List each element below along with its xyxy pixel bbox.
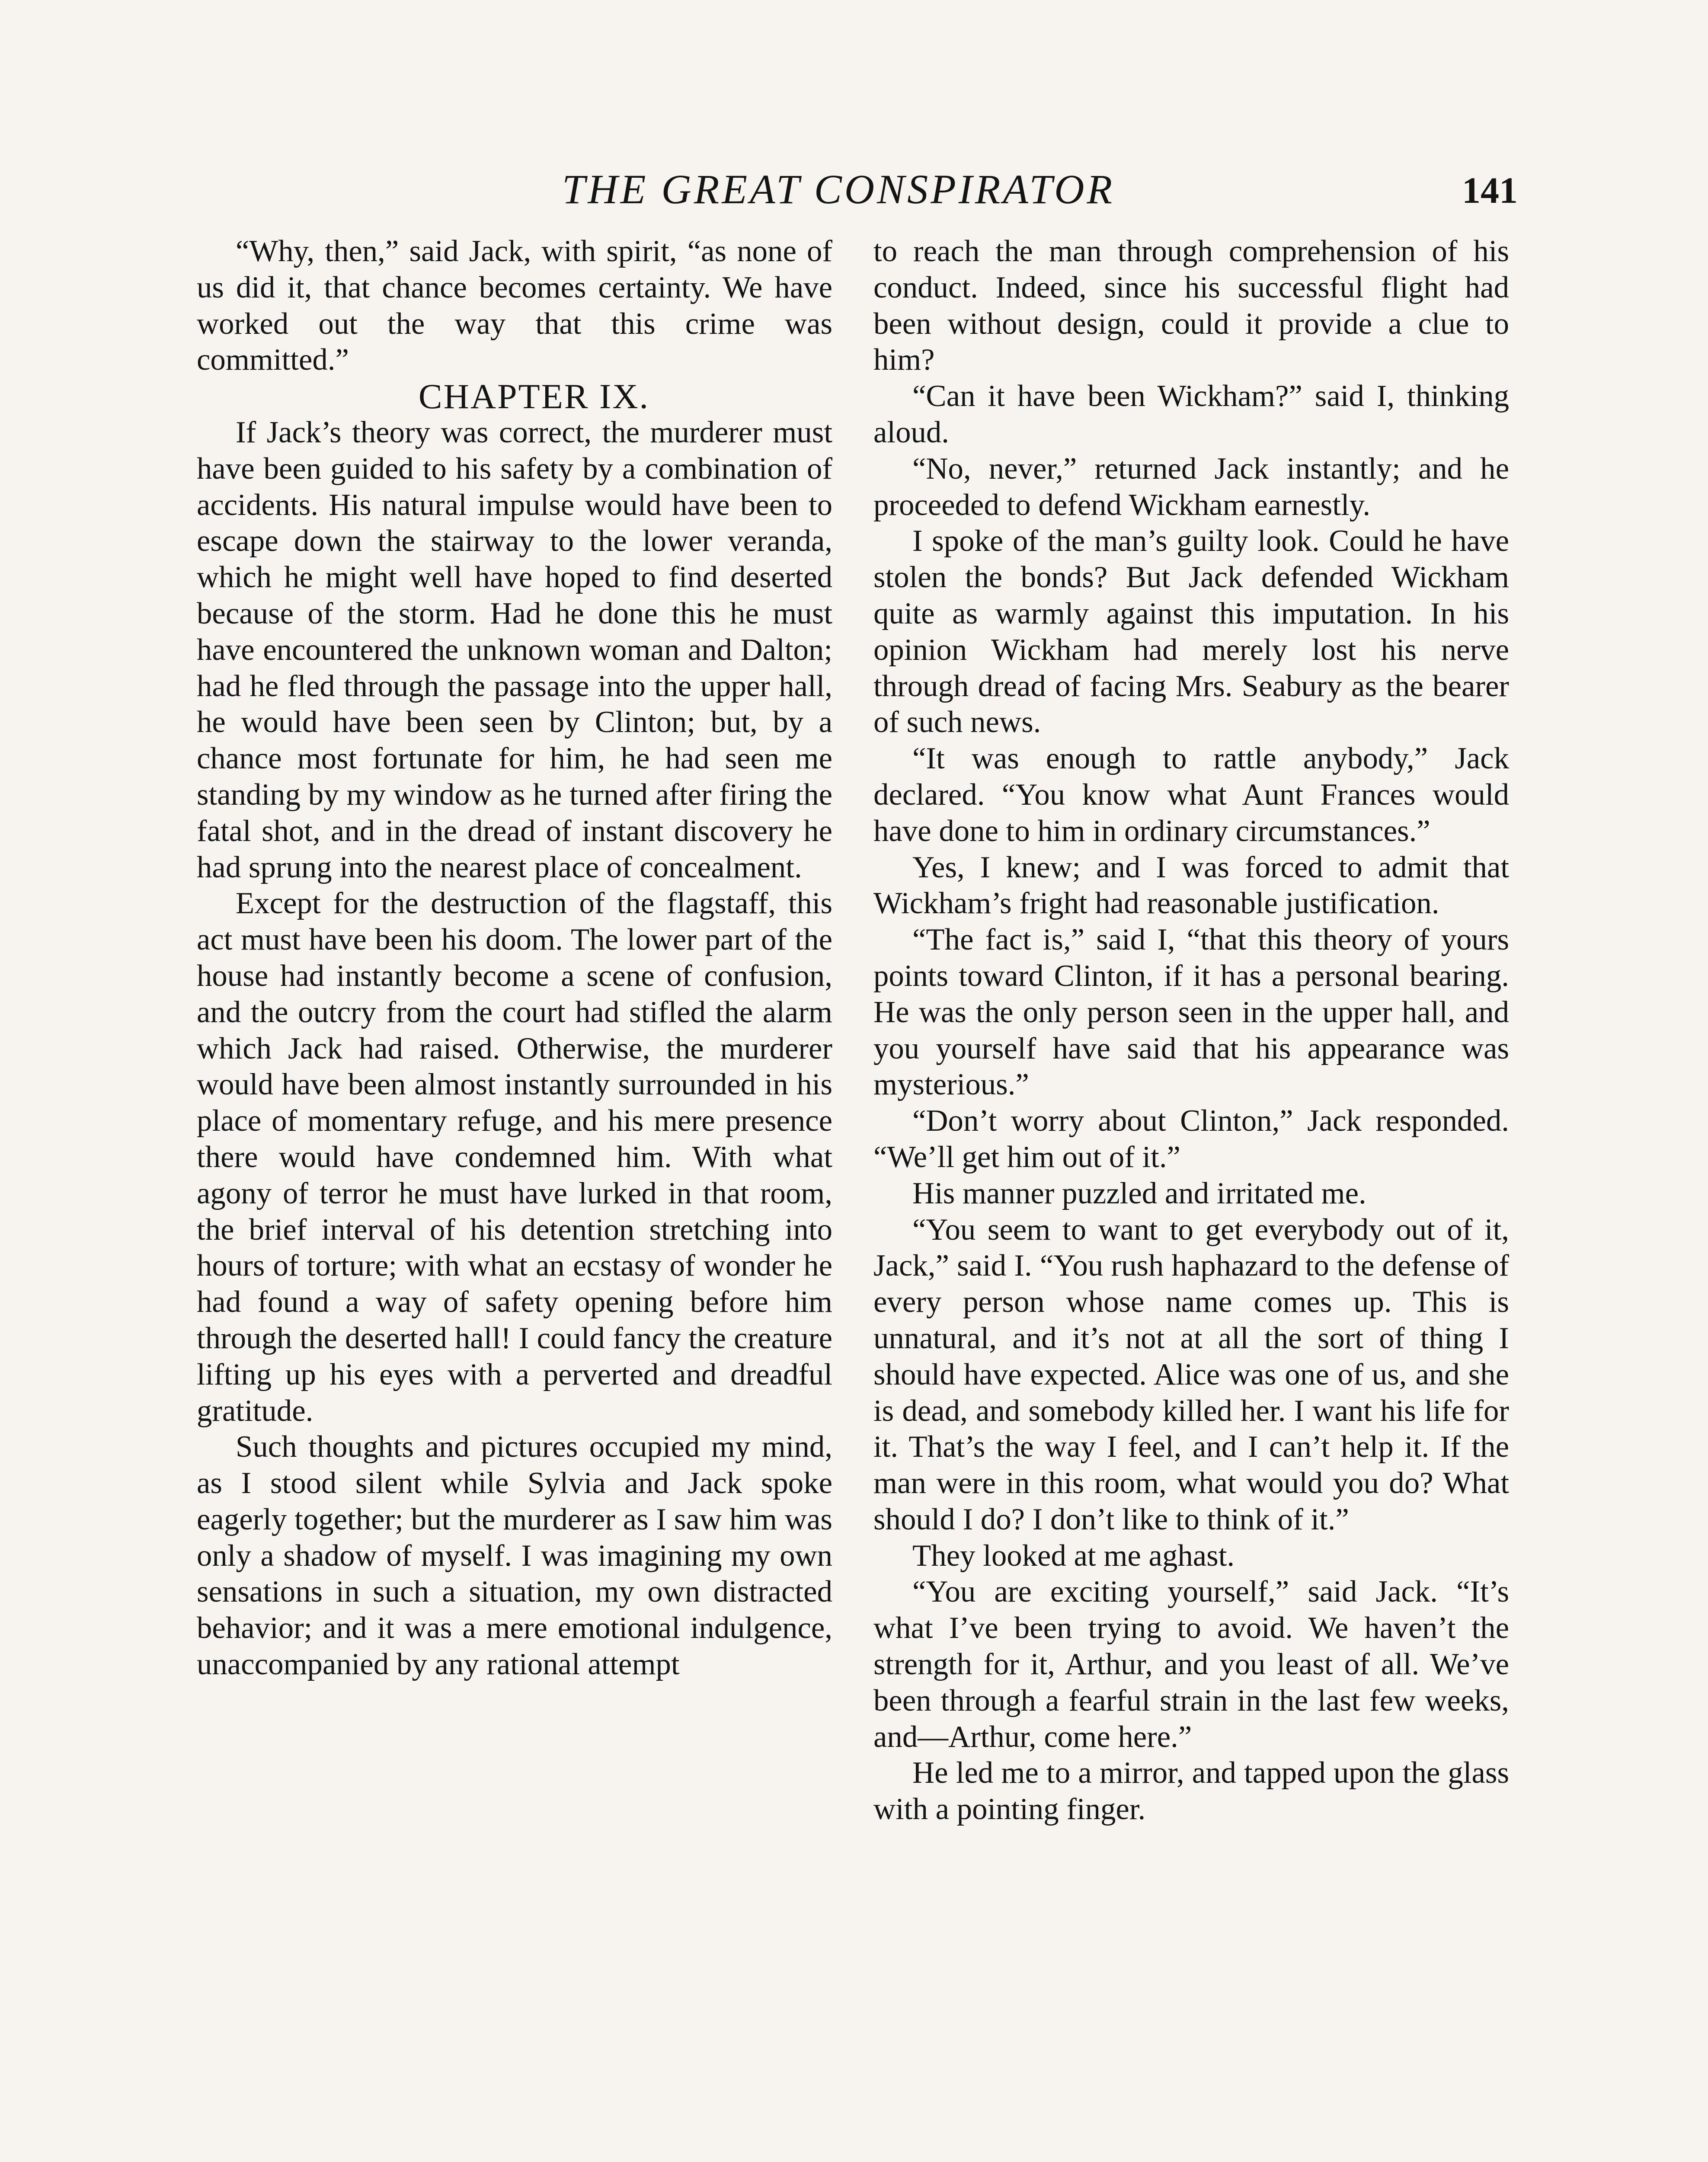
paragraph: Such thoughts and pictures occupied my mind, as I stood silent while Sylvia and Jack spoke eagerly together; but the murderer as I saw him was only a shadow of myself. I was imagining my own sensations in such a situation, my own distracted behavior; and it was a mere emotional indulgence, unaccompanied by any rational attempt (197, 1430, 832, 1682)
paragraph: “No, never,” returned Jack instantly; and he proceeded to defend Wickham earnestly. (873, 451, 1509, 522)
paragraph: “The fact is,” said I, “that this theory of yours points toward Clinton, if it has a personal bearing. He was the only person seen in the upper hall, and you yourself have said that his appearance was mysterious.” (873, 923, 1509, 1102)
paragraph: “It was enough to rattle anybody,” Jack declared. “You know what Aunt Frances would have done to him in ordinary circumstances.” (873, 742, 1509, 848)
paragraph: His manner puzzled and irritated me. (912, 1176, 1366, 1210)
page-number: 141 (1462, 170, 1518, 211)
left-column (197, 233, 832, 1683)
paragraph: He led me to a mirror, and tapped upon the glass with a pointing finger. (873, 1756, 1509, 1826)
paragraph: “You seem to want to get everybody out of it, Jack,” said I. “You rush haphazard to the defense of every person whose name comes up. This is unnatural, and it’s not at all the sort of thing I should have expected. Alice was one of us, and she is dead, and somebody killed her. I want his life for it. That’s the way I feel, and I can’t help it. If the man were in this room, what would you do? What should I do? I don’t like to think of it.” (873, 1212, 1509, 1536)
paragraph: Yes, I knew; and I was forced to admit that Wickham’s fright had reasonable justification. (873, 850, 1509, 921)
paragraph: to reach the man through comprehension of his conduct. Indeed, since his successful flight had been without design, could it provide a clue to him? (873, 234, 1509, 377)
paragraph: I spoke of the man’s guilty look. Could he have stolen the bonds? But Jack defended Wickham quite as warmly against this imputation. In his opinion Wickham had merely lost his nerve through dread of facing Mrs. Seabury as the bearer of such news. (873, 524, 1509, 739)
right-column (873, 233, 1509, 1828)
paragraph: “Don’t worry about Clinton,” Jack responded. “We’ll get him out of it.” (873, 1104, 1509, 1174)
paragraph: Except for the destruction of the flagstaff, this act must have been his doom. The lower part of the house had instantly become a scene of confusion, and the outcry from the court had stifled the alarm which Jack had raised. Otherwise, the murderer would have been almost instantly surrounded in his place of momentary refuge, and his mere presence there would have condemned him. With what agony of terror he must have lurked in that room, the brief interval of his detention stretching into hours of torture; with what an ecstasy of wonder he had found a way of safety opening before him through the deserted hall! I could fancy the creature lifting up his eyes with a perverted and dreadful gratitude. (197, 886, 832, 1428)
paragraph: “You are exciting yourself,” said Jack. “It’s what I’ve been trying to avoid. We haven’t the strength for it, Arthur, and you least of all. We’ve been through a fearful strain in the last few weeks, and—Arthur, come here.” (873, 1575, 1509, 1754)
paragraph: They looked at me aghast. (912, 1538, 1235, 1573)
paragraph: If Jack’s theory was correct, the murderer must have been guided to his safety by a combination of accidents. His natural impulse would have been to escape down the stairway to the lower veranda, which he might well have hoped to find deserted because of the storm. Had he done this he must have encountered the unknown woman and Dalton; had he fled through the passage into the upper hall, he would have been seen by Clinton; but, by a chance most fortunate for him, he had seen me standing by my window as he turned after firing the fatal shot, and in the dread of instant discovery he had sprung into the nearest place of concealment. (197, 415, 832, 884)
running-title: THE GREAT CONSPIRATOR (562, 166, 1115, 212)
paragraph: “Why, then,” said Jack, with spirit, “as none of us did it, that chance becomes certainty. We have worked out the way that this crime was committed.” (197, 234, 832, 377)
paragraph: “Can it have been Wickham?” said I, thinking aloud. (873, 379, 1509, 449)
chapter-heading: CHAPTER IX. (418, 377, 650, 416)
page-header (0, 161, 1708, 221)
